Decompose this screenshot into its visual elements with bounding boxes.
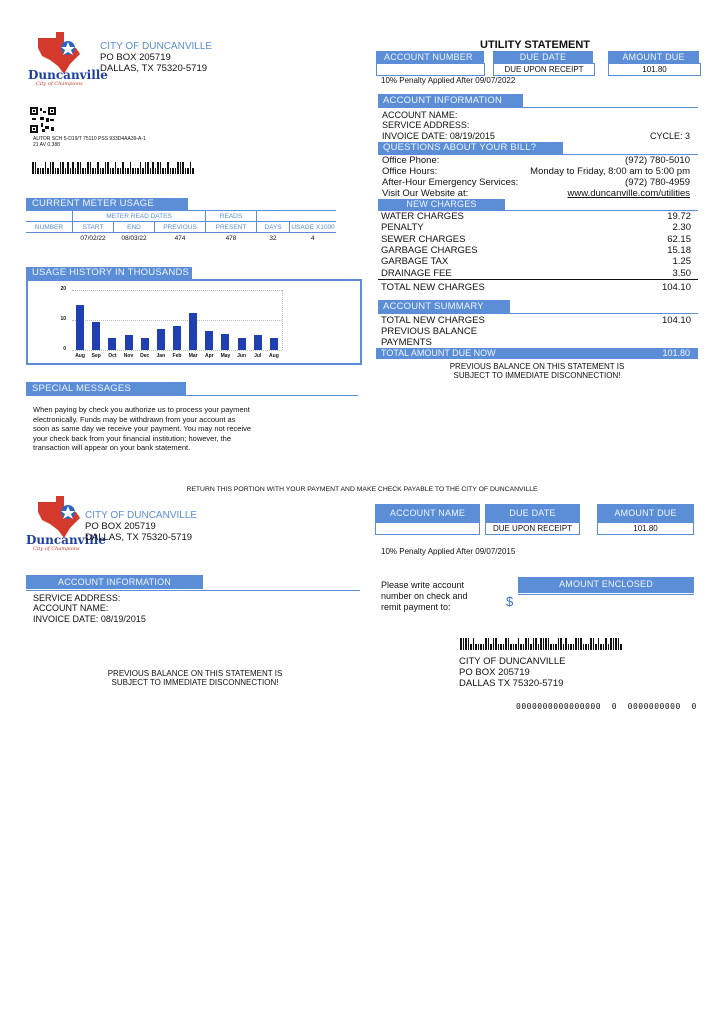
chart-bar (270, 338, 278, 350)
special-message-line: When paying by check you authorize us to process your payment (33, 405, 250, 414)
question-row (382, 155, 690, 166)
barcode-bar (588, 644, 590, 650)
barcode-bar (42, 168, 44, 174)
write-account-line-1: Please write account (381, 580, 465, 590)
barcode-bar (180, 162, 182, 174)
barcode-bar (100, 168, 102, 174)
postal-barcode (32, 156, 195, 168)
barcode-bar (32, 162, 34, 174)
barcode-bar (618, 638, 620, 650)
meter-cell: 32 (269, 234, 277, 242)
barcode-bar (147, 162, 149, 174)
logo-tagline: City of Champions (36, 81, 83, 87)
chart-plot-area (60, 286, 282, 359)
barcode-bar (558, 638, 560, 650)
stub-account-name-value (375, 522, 480, 535)
barcode-bar (175, 168, 177, 174)
barcode-bar (52, 162, 54, 174)
barcode-bar (105, 162, 107, 174)
barcode-bar (145, 162, 147, 174)
barcode-bar (47, 168, 49, 174)
disconnect-notice-2: SUBJECT TO IMMEDIATE DISCONNECTION! (453, 371, 621, 380)
barcode-bar (95, 168, 97, 174)
barcode-bar (152, 162, 154, 174)
return-instructions: RETURN THIS PORTION WITH YOUR PAYMENT AND MAKE CHECK PAYABLE TO THE CITY OF DUNCANVILLE (186, 486, 538, 493)
barcode-bar (40, 168, 42, 174)
remit-city-state: DALLAS TX 75320-5719 (459, 678, 564, 689)
barcode-bar (35, 162, 37, 174)
summary-label: PAYMENTS (381, 337, 432, 348)
barcode-bar (465, 638, 467, 650)
question-row (382, 188, 690, 199)
barcode-bar (570, 644, 572, 650)
summary-row (381, 326, 691, 337)
barcode-bar (483, 644, 485, 650)
barcode-bar (543, 638, 545, 650)
due-date-label: DUE DATE (493, 51, 593, 64)
barcode-bar (485, 638, 487, 650)
barcode-bar (590, 638, 592, 650)
barcode-bar (122, 162, 124, 174)
barcode-bar (495, 638, 497, 650)
barcode-bar (608, 644, 610, 650)
barcode-bar (92, 168, 94, 174)
barcode-bar (613, 638, 615, 650)
charge-row (381, 222, 691, 233)
meter-cell (26, 233, 73, 244)
barcode-bar (585, 644, 587, 650)
reads-header: READS (206, 211, 257, 222)
barcode-bar (523, 644, 525, 650)
barcode-bar (560, 638, 562, 650)
barcode-bar (90, 162, 92, 174)
barcode-bar (107, 162, 109, 174)
barcode-bar (518, 638, 520, 650)
meter-column-header: PRESENT (206, 222, 257, 233)
barcode-bar (530, 644, 532, 650)
usage-history-title: USAGE HISTORY IN THOUSANDS (26, 267, 192, 279)
charge-row (381, 211, 691, 222)
charge-label: DRAINAGE FEE (381, 267, 452, 279)
statement-title: UTILITY STATEMENT (480, 39, 590, 51)
chart-bar (173, 326, 181, 350)
barcode-bar (555, 644, 557, 650)
total-new-charges-label: TOTAL NEW CHARGES (381, 282, 485, 293)
barcode-bar (553, 644, 555, 650)
barcode-bar (137, 168, 139, 174)
chart-y-tick-label: 10 (60, 316, 66, 322)
barcode-bar (593, 638, 595, 650)
charge-label: GARBAGE TAX (381, 256, 449, 268)
barcode-bar (182, 162, 184, 174)
chart-bar (221, 334, 229, 351)
summary-row (381, 337, 691, 348)
penalty-note: 10% Penalty Applied After 09/07/2022 (381, 76, 516, 85)
barcode-bar (510, 644, 512, 650)
meter-cell: 07/02/22 (80, 234, 106, 242)
barcode-bar (120, 168, 122, 174)
meter-title: CURRENT METER USAGE (26, 198, 188, 210)
special-message-line: your check back from your financial institution; however, the (33, 433, 232, 443)
barcode-bar (528, 638, 530, 650)
meter-cell: 478 (225, 234, 237, 242)
barcode-bar (610, 638, 612, 650)
barcode-bar (535, 638, 537, 650)
chart-x-tick-label: Mar (188, 353, 198, 359)
meter-column-header: PREVIOUS (155, 222, 206, 233)
chart-x-tick-label: Oct (108, 353, 117, 359)
barcode-bar (540, 638, 542, 650)
scanline: 0000000000000000 0 0000000000 0 (516, 702, 697, 711)
barcode-bar (498, 644, 500, 650)
mail-code-line-1: AUTOR SCH 5-D19/T 75110 PSS 933D4AA39-A-1 (33, 136, 146, 142)
account-info-title: ACCOUNT INFORMATION (378, 94, 523, 107)
question-row (382, 166, 690, 177)
meter-cell: 474 (174, 234, 186, 242)
account-number-value (376, 63, 485, 76)
meter-column-header: USAGE X1000 (291, 223, 335, 231)
barcode-bar (50, 162, 52, 174)
total-new-charges-row (381, 282, 691, 293)
chart-x-tick-label: Nov (123, 353, 134, 359)
stub-city-name: CITY OF DUNCANVILLE (85, 510, 198, 521)
stub-account-info-rule (26, 590, 360, 591)
barcode-bar (72, 162, 74, 174)
barcode-bar (578, 638, 580, 650)
barcode-bar (157, 162, 159, 174)
question-value: (972) 780-5010 (625, 155, 690, 166)
account-info-rule (378, 107, 698, 108)
chart-x-tick-label: Jan (156, 353, 166, 359)
total-due-bar (376, 348, 698, 359)
website-link[interactable]: www.duncanville.com/utilities (567, 188, 690, 199)
meter-table (26, 210, 336, 244)
barcode-bar (548, 638, 550, 650)
charge-value: 15.18 (667, 244, 691, 256)
barcode-bar (67, 162, 69, 174)
barcode-bar (160, 162, 162, 174)
barcode-bar (77, 162, 79, 174)
stub-amount-due-value: 101.80 (597, 522, 694, 535)
barcode-bar (70, 168, 72, 174)
barcode-bar (85, 168, 87, 174)
barcode-bar (545, 638, 547, 650)
meter-column-header: START (73, 222, 114, 233)
amount-enclosed-label: AMOUNT ENCLOSED (518, 577, 694, 593)
barcode-bar (167, 162, 169, 174)
disconnect-notice-1: PREVIOUS BALANCE ON THIS STATEMENT IS (449, 362, 625, 371)
chart-bar (108, 338, 116, 350)
barcode-bar (508, 638, 510, 650)
chart-x-tick-label: Dec (140, 353, 150, 359)
address-line-1: PO BOX 205719 (100, 52, 171, 63)
meter-read-dates-header: METER READ DATES (73, 211, 206, 222)
barcode-bar (603, 644, 605, 650)
barcode-bar (162, 168, 164, 174)
barcode-bar (82, 168, 84, 174)
usage-history-chart (26, 279, 362, 365)
barcode-bar (192, 168, 194, 174)
barcode-bar (102, 168, 104, 174)
chart-bar (76, 305, 84, 350)
remit-city: CITY OF DUNCANVILLE (459, 656, 566, 667)
due-date-value: DUE UPON RECEIPT (493, 63, 595, 76)
barcode-bar (533, 638, 535, 650)
chart-bar (254, 335, 262, 350)
barcode-bar (172, 168, 174, 174)
charge-value: 2.30 (672, 222, 691, 234)
barcode-bar (475, 644, 477, 650)
barcode-bar (37, 168, 39, 174)
barcode-bar (112, 168, 114, 174)
chart-bar (189, 313, 197, 351)
remit-postal-barcode (460, 632, 623, 644)
meter-cell: 08/03/22 (121, 234, 147, 242)
charge-value: 1.25 (672, 256, 691, 268)
charge-row (381, 245, 691, 256)
account-summary-rule (378, 313, 698, 314)
amount-due-value: 101.80 (608, 63, 701, 76)
barcode-bar (620, 644, 622, 650)
barcode-bar (460, 638, 462, 650)
chart-x-tick-label: Jul (254, 353, 262, 359)
account-name-label: ACCOUNT NAME: (382, 110, 458, 120)
chart-bar (125, 335, 133, 350)
stub-logo-tagline: City of Champions (33, 546, 80, 552)
qr-code (30, 107, 56, 138)
charge-row (381, 234, 691, 245)
write-account-line-3: remit payment to: (381, 602, 451, 612)
charge-label: WATER CHARGES (381, 211, 464, 222)
total-due-value: 101.80 (662, 348, 690, 358)
question-value: Monday to Friday, 8:00 am to 5:00 pm (530, 166, 690, 177)
chart-bar (92, 322, 100, 351)
stub-due-date-label: DUE DATE (485, 504, 580, 522)
stub-account-info-title: ACCOUNT INFORMATION (26, 575, 203, 589)
special-messages-rule (26, 395, 358, 396)
chart-x-tick-label: Aug (269, 353, 279, 359)
barcode-bar (463, 638, 465, 650)
stub-service-address: SERVICE ADDRESS: (33, 593, 121, 603)
stub-account-name: ACCOUNT NAME: (33, 603, 109, 613)
barcode-bar (97, 162, 99, 174)
chart-y-tick-label: 20 (60, 286, 66, 292)
account-summary-title: ACCOUNT SUMMARY (378, 300, 510, 313)
barcode-bar (595, 644, 597, 650)
summary-value: 104.10 (661, 315, 691, 326)
cycle: CYCLE: 3 (650, 131, 691, 141)
barcode-bar (150, 168, 152, 174)
barcode-bar (538, 644, 540, 650)
barcode-bar (490, 644, 492, 650)
charge-row (381, 268, 691, 279)
barcode-bar (468, 638, 470, 650)
total-due-label: TOTAL AMOUNT DUE NOW (381, 348, 496, 358)
new-charges-total-rule (378, 279, 698, 280)
barcode-bar (165, 168, 167, 174)
barcode-bar (125, 168, 127, 174)
special-message-line: electronically. Funds may be withdrawn from your account as (33, 414, 236, 424)
barcode-bar (75, 168, 77, 174)
barcode-bar (142, 168, 144, 174)
remit-box: PO BOX 205719 (459, 667, 530, 678)
amount-due-label: AMOUNT DUE (608, 51, 699, 64)
stub-notice-2: SUBJECT TO IMMEDIATE DISCONNECTION! (111, 678, 279, 687)
barcode-bar (480, 644, 482, 650)
barcode-bar (187, 168, 189, 174)
barcode-bar (127, 168, 129, 174)
barcode-bar (65, 168, 67, 174)
barcode-bar (565, 638, 567, 650)
stub-penalty-note: 10% Penalty Applied After 09/07/2015 (381, 547, 516, 556)
barcode-bar (473, 638, 475, 650)
stub-invoice-date: INVOICE DATE: 08/19/2015 (33, 614, 146, 624)
summary-label: TOTAL NEW CHARGES (381, 315, 485, 326)
questions-title: QUESTIONS ABOUT YOUR BILL? (378, 142, 563, 154)
barcode-bar (580, 638, 582, 650)
barcode-bar (62, 162, 64, 174)
chart-gridline (72, 350, 282, 351)
dollar-sign[interactable]: $ (506, 594, 514, 609)
barcode-bar (505, 638, 507, 650)
account-number-label: ACCOUNT NUMBER (376, 51, 484, 64)
special-message-line: transaction will appear on your bank statement. (33, 443, 191, 452)
question-row (382, 177, 690, 188)
barcode-bar (500, 644, 502, 650)
chart-bar (238, 338, 246, 350)
barcode-bar (110, 168, 112, 174)
barcode-bar (140, 162, 142, 174)
special-message-line: soon as same day we receive your payment. You may not receive (33, 424, 252, 433)
barcode-bar (488, 638, 490, 650)
barcode-bar (525, 638, 527, 650)
charge-label: GARBAGE CHARGES (381, 244, 478, 256)
service-address-label: SERVICE ADDRESS: (382, 120, 470, 130)
stub-amount-due-label: AMOUNT DUE (597, 504, 694, 522)
barcode-bar (130, 162, 132, 174)
barcode-bar (478, 644, 480, 650)
charge-value: 62.15 (667, 233, 691, 245)
barcode-bar (57, 168, 59, 174)
write-account-line-2: number on check and (381, 591, 468, 601)
chart-x-tick-label: Jun (237, 353, 247, 359)
chart-bar (205, 331, 213, 351)
question-value: (972) 780-4959 (625, 177, 690, 188)
chart-y-tick-label: 0 (63, 346, 66, 352)
meter-column-header: NUMBER (26, 222, 73, 233)
stub-logo-wordmark: Duncanville (26, 533, 106, 547)
total-new-charges-value: 104.10 (661, 282, 691, 293)
barcode-bar (87, 162, 89, 174)
chart-x-tick-label: May (220, 353, 231, 359)
amount-enclosed-rule (518, 594, 694, 595)
barcode-bar (80, 162, 82, 174)
barcode-bar (520, 644, 522, 650)
chart-x-tick-label: Apr (204, 353, 214, 359)
barcode-bar (598, 638, 600, 650)
mail-code-line-2: 21 AV 0.388 (33, 142, 60, 148)
barcode-bar (55, 168, 57, 174)
address-line-2: DALLAS, TX 75320-5719 (100, 63, 208, 74)
new-charges-title: NEW CHARGES (378, 199, 505, 210)
barcode-bar (568, 644, 570, 650)
chart-bar (157, 329, 165, 350)
special-messages-text (33, 405, 251, 453)
stub-notice-1: PREVIOUS BALANCE ON THIS STATEMENT IS (107, 669, 283, 678)
charge-value: 19.72 (667, 211, 691, 222)
chart-right-border (282, 290, 283, 350)
barcode-bar (513, 644, 515, 650)
barcode-bar (60, 162, 62, 174)
barcode-bar (117, 168, 119, 174)
chart-bar (141, 338, 149, 350)
barcode-bar (573, 644, 575, 650)
chart-x-tick-label: Sep (91, 353, 101, 359)
barcode-bar (493, 638, 495, 650)
barcode-bar (515, 644, 517, 650)
stub-due-date-value: DUE UPON RECEIPT (485, 522, 580, 535)
question-label: Visit Our Website at: (382, 188, 469, 199)
barcode-bar (470, 644, 472, 650)
stub-address-line-2: DALLAS, TX 75320-5719 (85, 532, 193, 543)
invoice-date: INVOICE DATE: 08/19/2015 (382, 131, 495, 141)
meter-cell: 4 (310, 234, 315, 242)
charge-value: 3.50 (672, 267, 691, 279)
special-messages-title: SPECIAL MESSAGES (26, 382, 186, 395)
question-label: Office Hours: (382, 166, 438, 177)
barcode-bar (583, 644, 585, 650)
qr-code-icon (30, 107, 56, 133)
barcode-bar (45, 162, 47, 174)
barcode-bar (115, 162, 117, 174)
city-name: CITY OF DUNCANVILLE (100, 41, 213, 52)
barcode-bar (132, 168, 134, 174)
barcode-bar (605, 638, 607, 650)
barcode-bar (615, 638, 617, 650)
barcode-bar (190, 162, 192, 174)
barcode-bar (185, 168, 187, 174)
barcode-bar (177, 162, 179, 174)
barcode-bar (575, 638, 577, 650)
question-label: Office Phone: (382, 155, 440, 166)
question-label: After-Hour Emergency Services: (382, 177, 519, 188)
barcode-bar (135, 168, 137, 174)
barcode-bar (600, 644, 602, 650)
logo-wordmark: Duncanville (28, 68, 108, 82)
summary-label: PREVIOUS BALANCE (381, 326, 478, 337)
charge-label: SEWER CHARGES (381, 233, 466, 245)
barcode-bar (170, 168, 172, 174)
meter-column-header: END (114, 222, 155, 233)
chart-x-tick-label: Feb (172, 353, 182, 359)
chart-x-tick-label: Aug (75, 353, 85, 359)
stub-address-line-1: PO BOX 205719 (85, 521, 156, 532)
barcode-bar (550, 644, 552, 650)
stub-account-name-label: ACCOUNT NAME (375, 504, 480, 522)
chart-gridline (72, 320, 282, 321)
summary-row (381, 315, 691, 326)
charge-row (381, 256, 691, 267)
barcode-bar (563, 644, 565, 650)
barcode-bar (155, 168, 157, 174)
chart-gridline (72, 290, 282, 291)
barcode-bar (503, 644, 505, 650)
meter-column-header: DAYS (257, 222, 290, 233)
charge-label: PENALTY (381, 222, 424, 234)
